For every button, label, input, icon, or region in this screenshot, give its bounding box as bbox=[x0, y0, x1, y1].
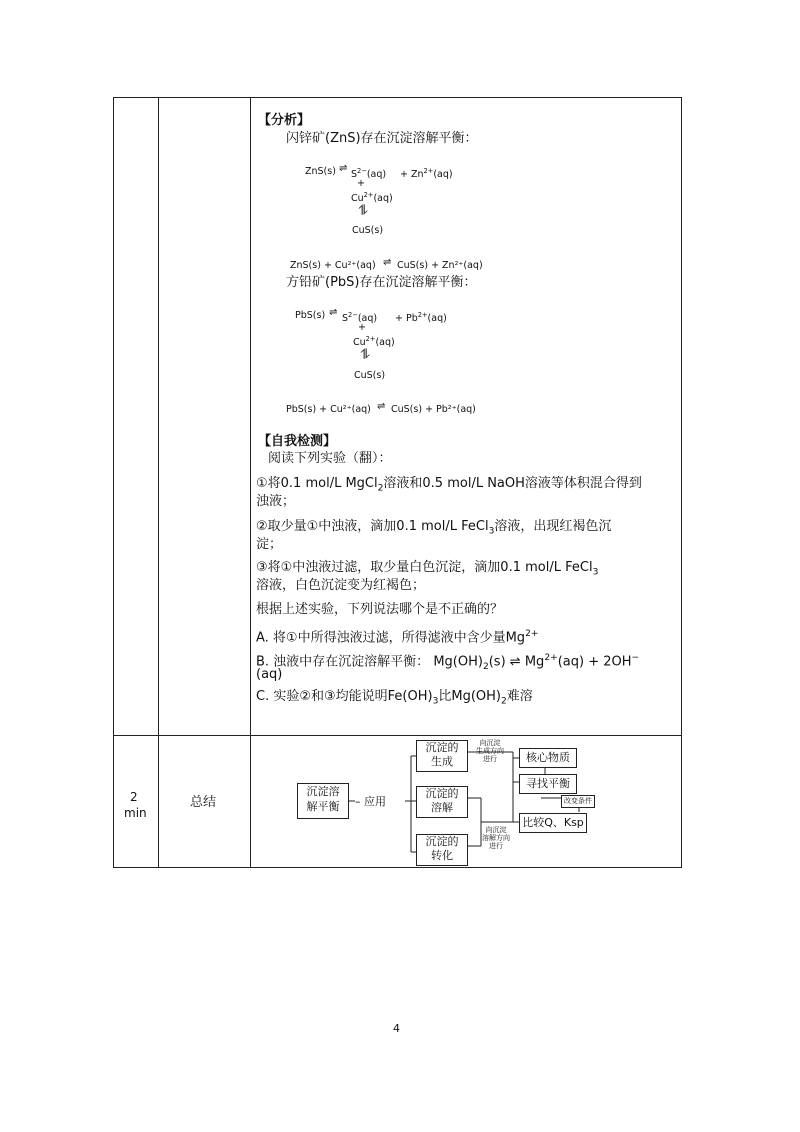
vertical-equilibrium-icon: ⥮ bbox=[360, 347, 371, 363]
equilibrium-arrow-icon: ⇌ bbox=[329, 307, 338, 318]
equilibrium-arrow-icon: ⇌ bbox=[383, 257, 392, 268]
conv-box: 沉淀的 转化 bbox=[416, 834, 468, 866]
dis-box: 沉淀的 溶解 bbox=[416, 786, 468, 818]
equilibrium-arrow-icon: ⇌ bbox=[509, 654, 521, 670]
gen-box: 沉淀的 生成 bbox=[416, 740, 468, 772]
zns-total-right: CuS(s) + Zn²⁺(aq) bbox=[397, 260, 483, 271]
zns-intro: 闪锌矿(ZnS)存在沉淀溶解平衡： bbox=[286, 131, 478, 146]
zns-total-left: ZnS(s) + Cu²⁺(aq) bbox=[290, 260, 376, 271]
column-divider-1 bbox=[158, 97, 159, 868]
compare-box: 比较Q、Ksp bbox=[519, 813, 587, 833]
pbs-plus: + bbox=[358, 322, 366, 333]
zns-cus: CuS(s) bbox=[352, 225, 384, 236]
page-number: 4 bbox=[393, 1022, 400, 1035]
pbs-total-left: PbS(s) + Cu²⁺(aq) bbox=[286, 404, 371, 415]
core-box: 核心物质 bbox=[519, 748, 577, 768]
self-check-intro: 阅读下列实验（翻）： bbox=[268, 451, 392, 466]
pbs-eq1-s: $S^{2-}(aq)$ bbox=[342, 311, 378, 325]
summary-label: 总结 bbox=[190, 795, 217, 810]
change-box: 改变条件 bbox=[561, 795, 595, 808]
option-a: A. 将①中所得浊液过滤，所得滤液中含少量$Mg^{2+}$ bbox=[256, 629, 539, 646]
item3-line1: ③将①中浊液过滤，取少量白色沉淀，滴加0.1 mol/L FeCl$_3$ bbox=[256, 560, 599, 578]
zns-plus: + bbox=[357, 178, 365, 189]
table-border-bottom bbox=[113, 867, 682, 868]
pbs-cus: CuS(s) bbox=[354, 370, 386, 381]
row-divider bbox=[113, 735, 682, 736]
zns-eq1-left: ZnS(s) bbox=[305, 166, 336, 177]
item1-line2: 浊液； bbox=[256, 494, 296, 509]
item2-line1: ②取少量①中浊液，滴加0.1 mol/L FeCl$_3$溶液，出现红褐色沉 bbox=[256, 519, 612, 537]
pbs-eq1-left: PbS(s) bbox=[295, 310, 326, 321]
item3-line2: 溶液，白色沉淀变为红褐色； bbox=[256, 578, 426, 593]
apply-label: – 应用 bbox=[355, 795, 386, 808]
analysis-section bbox=[250, 97, 680, 427]
zns-eq1-zn: + $Zn^{2+}(aq)$ bbox=[400, 167, 453, 181]
note-gen: 向沉淀 生成方向 进行 bbox=[476, 739, 504, 763]
self-check-heading: 【自我检测】 bbox=[258, 434, 337, 449]
find-box: 寻找平衡 bbox=[519, 774, 577, 794]
item2-line2: 淀； bbox=[256, 537, 283, 552]
time-number: 2 bbox=[130, 790, 138, 804]
option-b-line1: B. 浊液中存在沉淀溶解平衡： $Mg(OH)_2(s)$ ⇌ $Mg^{2+}(aq) + 2OH^-$ bbox=[256, 653, 640, 672]
table-border-right bbox=[681, 97, 682, 868]
zns-cu-ion: $Cu^{2+}(aq)$ bbox=[351, 191, 393, 205]
note-dis: 向沉淀 溶解方向 进行 bbox=[482, 826, 510, 850]
pbs-cu-ion: $Cu^{2+}(aq)$ bbox=[353, 335, 395, 349]
equilibrium-arrow-icon: ⇌ bbox=[339, 163, 348, 174]
pbs-intro: 方铅矿(PbS)存在沉淀溶解平衡： bbox=[286, 275, 477, 290]
time-unit: min bbox=[124, 806, 147, 820]
analysis-heading: 【分析】 bbox=[258, 113, 311, 128]
pbs-eq1-pb: + $Pb^{2+}(aq)$ bbox=[395, 311, 447, 325]
root-box: 沉淀溶 解平衡 bbox=[297, 783, 349, 819]
option-b-line2: (aq) bbox=[256, 667, 283, 682]
zns-eq1-s: $S^{2-}(aq)$ bbox=[351, 167, 387, 181]
equilibrium-arrow-icon: ⇌ bbox=[377, 401, 386, 412]
table-border-left bbox=[113, 97, 114, 868]
option-c: C. 实验②和③均能说明$Fe(OH)_3$比$Mg(OH)_2$难溶 bbox=[256, 689, 533, 707]
vertical-equilibrium-icon: ⥮ bbox=[358, 203, 369, 219]
question: 根据上述实验，下列说法哪个是不正确的？ bbox=[256, 602, 504, 617]
item1-line1: ①将0.1 mol/L MgCl$_2$溶液和0.5 mol/L NaOH溶液等体积混合得到 bbox=[256, 476, 642, 494]
pbs-total-right: CuS(s) + Pb²⁺(aq) bbox=[391, 404, 476, 415]
self-check-section bbox=[250, 430, 680, 730]
concept-diagram bbox=[295, 738, 595, 866]
